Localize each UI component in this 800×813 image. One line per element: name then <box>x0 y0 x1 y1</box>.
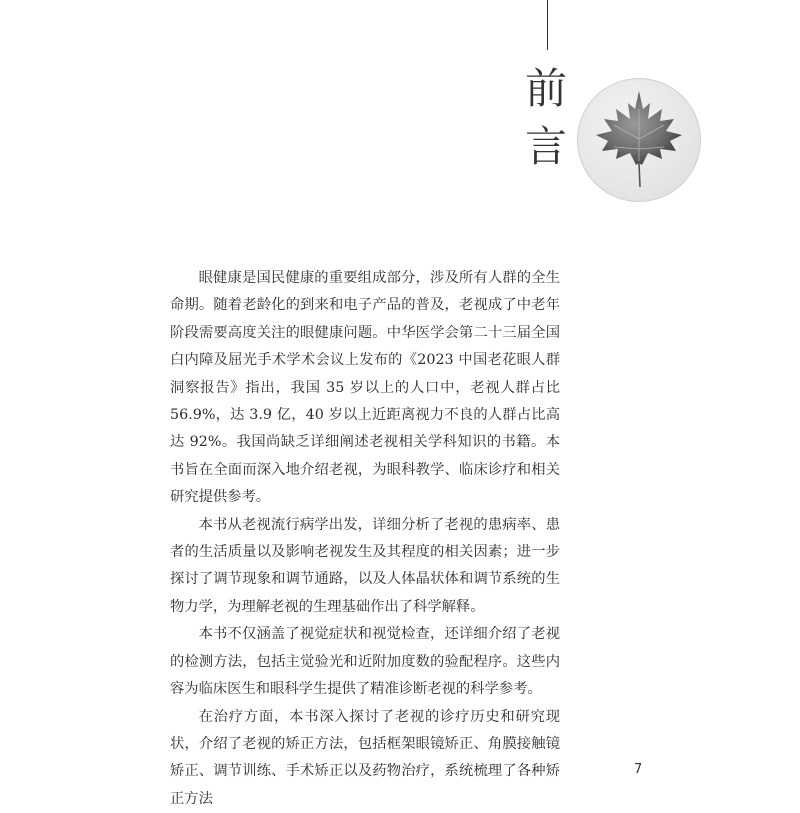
top-vertical-rule <box>547 0 548 50</box>
page-title <box>518 60 574 176</box>
title-char-1: 前 <box>518 60 574 118</box>
page-number: 7 <box>634 762 642 777</box>
paragraph-4: 在治疗方面，本书深入探讨了老视的诊疗历史和研究现状，介绍了老视的矫正方法，包括框架眼镜矫正、角膜接触镜矫正、调节训练、手术矫正以及药物治疗，系统梳理了各种矫正方法 <box>170 704 560 813</box>
paragraph-2: 本书从老视流行病学出发，详细分析了老视的患病率、患者的生活质量以及影响老视发生及其程度的相关因素；进一步探讨了调节现象和调节通路，以及人体晶状体和调节系统的生物力学，为理解老视的生理基础作出了科学解释。 <box>170 512 560 622</box>
title-char-2: 言 <box>518 118 574 176</box>
preface-body <box>170 265 560 813</box>
paragraph-3: 本书不仅涵盖了视觉症状和视觉检查，还详细介绍了老视的检测方法，包括主觉验光和近附加度数的验配程序。这些内容为临床医生和眼科学生提供了精准诊断老视的科学参考。 <box>170 621 560 703</box>
paragraph-1: 眼健康是国民健康的重要组成部分，涉及所有人群的全生命期。随着老龄化的到来和电子产品的普及，老视成了中老年阶段需要高度关注的眼健康问题。中华医学会第二十三届全国白内障及屈光手术学术会议上发布的《2023 中国老花眼人群洞察报告》指出，我国 35 岁以上的人口中，老视人群占比 56.9%，达 3.9 亿，40 岁以上近距离视力不良的人群占比高达 92%。我国尚缺乏详细阐述老视相关学科知识的书籍。本书旨在全面而深入地介绍老视，为眼科教学、临床诊疗和相关研究提供参考。 <box>170 265 560 512</box>
maple-leaf-medallion <box>577 78 701 202</box>
maple-leaf-icon <box>578 79 700 201</box>
